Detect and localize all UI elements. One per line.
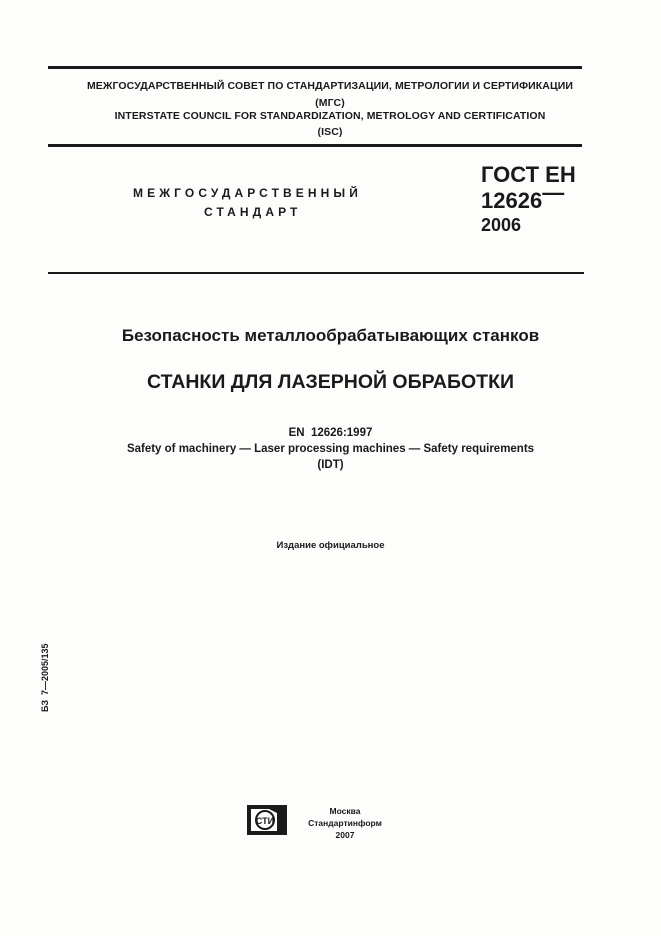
middle-rule [48, 272, 584, 274]
council-abbr-en: (ISC) [317, 126, 343, 138]
designation-number: 12626 [481, 188, 543, 213]
side-registration-note: БЗ 7—2005/135 [40, 643, 50, 712]
council-abbr-ru: (МГС) [315, 97, 345, 109]
designation-year: 2006 [481, 215, 522, 235]
designation-prefix: ГОСТ ЕН [481, 162, 576, 187]
standard-designation [481, 162, 576, 236]
title-main: Безопасность металлообрабатывающих станков [121, 326, 540, 345]
designation-number-line [481, 180, 576, 214]
publisher-year: 2007 [335, 830, 355, 840]
standard-type-line1: МЕЖГОСУДАРСТВЕННЫЙ [133, 186, 362, 200]
header-bottom-rule [48, 144, 582, 147]
standard-type-line2: СТАНДАРТ [204, 205, 302, 219]
publisher-name: Стандартинформ [308, 818, 382, 828]
title-sub: СТАНКИ ДЛЯ ЛАЗЕРНОЙ ОБРАБОТКИ [146, 371, 515, 393]
edition-note: Издание официальное [276, 540, 385, 551]
designation-dash: — [542, 180, 565, 205]
top-rule [48, 66, 582, 69]
council-name-ru: МЕЖГОСУДАРСТВЕННЫЙ СОВЕТ ПО СТАНДАРТИЗАЦИИ, МЕТРОЛОГИИ И СЕРТИФИКАЦИИ [86, 80, 574, 92]
reference-code: EN 12626:1997 [288, 427, 373, 439]
reference-degree: (IDT) [317, 459, 344, 471]
council-name-en: INTERSTATE COUNCIL FOR STANDARDIZATION, METROLOGY AND CERTIFICATION [114, 110, 546, 122]
reference-title-en: Safety of machinery — Laser processing machines — Safety requirements [126, 443, 535, 455]
publisher-logo [247, 803, 287, 837]
logo-letters: СТИ [255, 816, 275, 826]
publisher-city: Москва [329, 806, 361, 816]
